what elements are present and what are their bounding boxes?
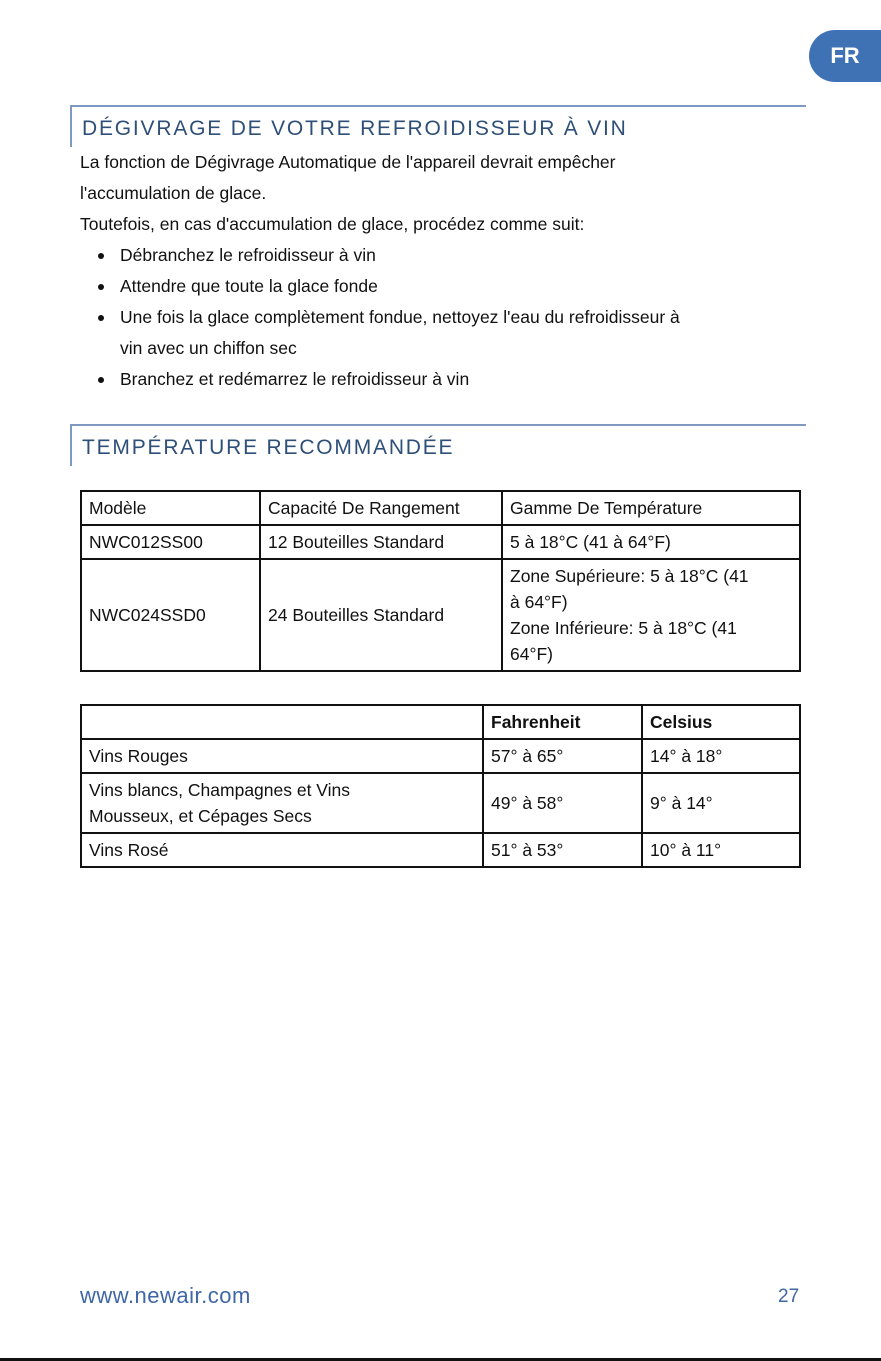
defrost-section [70,105,806,395]
range-line: 64°F) [510,644,553,664]
header-cell: Fahrenheit [483,705,642,739]
table-row [81,559,800,671]
bullet-item [80,240,806,271]
celsius-cell: 9° à 14° [642,773,800,833]
wine-line: Mousseux, et Cépages Secs [89,806,312,826]
range-cell: 5 à 18°C (41 à 64°F) [502,525,800,559]
bullet-dot [98,284,104,290]
intro-line: l'accumulation de glace. [80,183,267,203]
bullet-text: Débranchez le refroidisseur à vin [120,245,376,265]
celsius-cell: 10° à 11° [642,833,800,867]
fahrenheit-cell: 49° à 58° [483,773,642,833]
wine-temperature-table [80,704,801,868]
page-number: 27 [778,1286,800,1307]
range-cell [502,559,800,671]
intro-line: La fonction de Dégivrage Automatique de l'appareil devrait empêcher [80,152,616,172]
table-row [81,773,800,833]
wine-cell: Vins Rouges [81,739,483,773]
bullet-text: Une fois la glace complètement fondue, nettoyez l'eau du refroidisseur à [120,307,680,327]
bullet-dot [98,315,104,321]
wine-cell [81,773,483,833]
header-cell: Capacité De Rangement [260,491,502,525]
bullet-item [80,364,806,395]
models-table [80,490,801,672]
temperature-heading: TEMPÉRATURE RECOMMANDÉE [70,424,806,466]
fahrenheit-cell: 57° à 65° [483,739,642,773]
model-cell: NWC012SS00 [81,525,260,559]
model-cell: NWC024SSD0 [81,559,260,671]
table-header-row [81,491,800,525]
capacity-cell: 12 Bouteilles Standard [260,525,502,559]
defrost-heading: DÉGIVRAGE DE VOTRE REFROIDISSEUR À VIN [70,105,806,147]
range-line: à 64°F) [510,592,568,612]
fahrenheit-cell: 51° à 53° [483,833,642,867]
table-header-row [81,705,800,739]
bullet-text: vin avec un chiffon sec [120,338,297,358]
capacity-cell: 24 Bouteilles Standard [260,559,502,671]
range-line: Zone Inférieure: 5 à 18°C (41 [510,618,737,638]
table-row [81,833,800,867]
header-cell [81,705,483,739]
language-tab: FR [809,30,881,82]
header-cell: Modèle [81,491,260,525]
celsius-cell: 14° à 18° [642,739,800,773]
temperature-section [70,424,806,466]
table-row [81,525,800,559]
wine-cell: Vins Rosé [81,833,483,867]
wine-line: Vins blancs, Champagnes et Vins [89,780,351,800]
intro-line: Toutefois, en cas d'accumulation de glace, procédez comme suit: [80,214,585,234]
bullet-item [80,271,806,302]
table-row [81,739,800,773]
bullet-item [80,302,806,364]
bullet-dot [98,377,104,383]
header-cell: Celsius [642,705,800,739]
bullet-text: Attendre que toute la glace fonde [120,276,378,296]
defrost-body [70,147,806,395]
bullet-dot [98,253,104,259]
header-cell: Gamme De Température [502,491,800,525]
bullet-text: Branchez et redémarrez le refroidisseur à vin [120,369,470,389]
range-line: Zone Supérieure: 5 à 18°C (41 [510,566,749,586]
footer-url[interactable]: www.newair.com [80,1283,251,1308]
